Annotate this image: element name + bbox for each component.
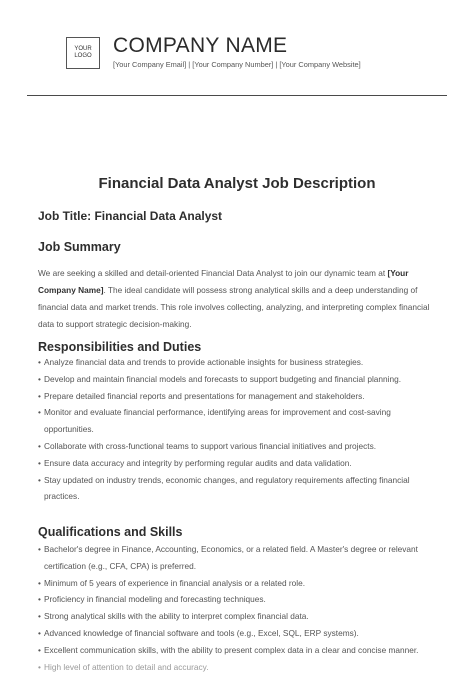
responsibilities-list [38, 354, 438, 505]
company-contact-line: [Your Company Email] | [Your Company Number] | [Your Company Website] [113, 60, 361, 69]
qualification-item: • Proficiency in financial modeling and forecasting techniques. [38, 591, 438, 608]
logo-text-line-2: LOGO [74, 53, 92, 59]
qualification-item: • Excellent communication skills, with the ability to present complex data in a clear and concise manner. [38, 642, 438, 659]
job-title-heading: Job Title: Financial Data Analyst [38, 209, 223, 223]
company-name: COMPANY NAME [113, 34, 288, 57]
qualification-item: • Strong analytical skills with the ability to interpret complex financial data. [38, 608, 438, 625]
qualification-item: • Minimum of 5 years of experience in financial analysis or a related role. [38, 575, 438, 592]
header-divider [27, 95, 447, 96]
qualifications-heading: Qualifications and Skills [38, 525, 183, 539]
summary-text-1: We are seeking a skilled and detail-oriented Financial Data Analyst to join our dynamic team at [38, 268, 388, 278]
qualifications-list [38, 541, 438, 675]
qualification-item: • Advanced knowledge of financial software and tools (e.g., Excel, SQL, ERP systems). [38, 625, 438, 642]
responsibility-item: • Analyze financial data and trends to provide actionable insights for business strategies. [38, 354, 438, 371]
responsibility-item: • Prepare detailed financial reports and presentations for management and stakeholders. [38, 388, 438, 405]
responsibility-item: • Collaborate with cross-functional teams to support various financial initiatives and projects. [38, 438, 438, 455]
responsibility-item: • Develop and maintain financial models and forecasts to support budgeting and financial planning. [38, 371, 438, 388]
job-summary-heading: Job Summary [38, 240, 121, 254]
responsibility-item: • Stay updated on industry trends, economic changes, and regulatory requirements affecting financial practices. [38, 472, 438, 506]
job-summary-paragraph [38, 265, 436, 333]
responsibilities-heading: Responsibilities and Duties [38, 340, 202, 354]
summary-company-placeholder: [Your Company Name] [38, 268, 409, 295]
summary-text-2: . The ideal candidate will possess strong analytical skills and a deep understanding of financial data and market trends. This role involves collecting, analyzing, and interpreting complex financial data to support strategic decision-making. [38, 285, 430, 329]
logo-text-line-1: YOUR [74, 46, 92, 52]
responsibility-item: • Ensure data accuracy and integrity by performing regular audits and data validation. [38, 455, 438, 472]
responsibility-item: • Monitor and evaluate financial performance, identifying areas for improvement and cost-saving opportunities. [38, 404, 438, 438]
company-logo-placeholder [66, 37, 100, 69]
qualification-item: • Bachelor's degree in Finance, Accounting, Economics, or a related field. A Master's degree or relevant certification (e.g., CFA, CPA) is preferred. [38, 541, 438, 575]
qualification-item: • High level of attention to detail and accuracy. [38, 659, 438, 675]
document-title: Financial Data Analyst Job Description [98, 175, 376, 192]
